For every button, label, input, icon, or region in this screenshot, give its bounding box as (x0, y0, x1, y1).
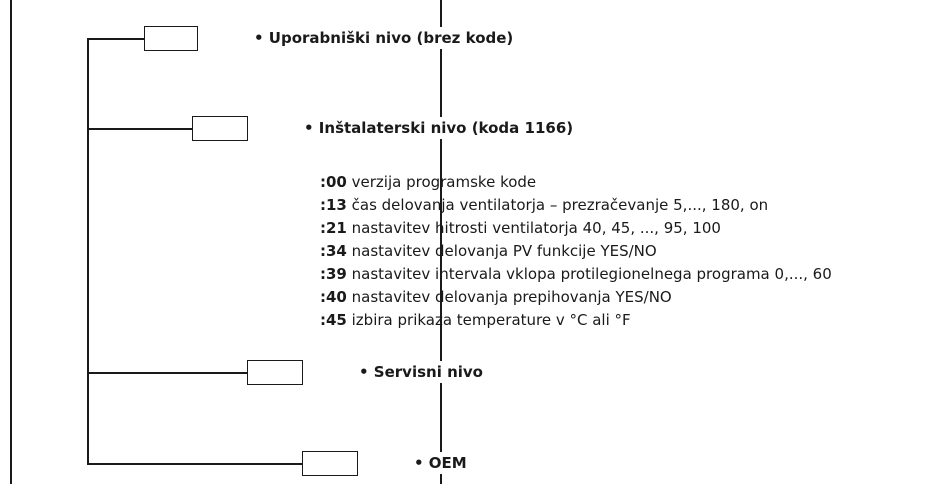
param-row (320, 218, 721, 238)
param-code: :40 (320, 288, 347, 306)
param-text: izbira prikaza temperature v °C ali °F (346, 311, 631, 329)
branch-line-2 (87, 128, 192, 130)
level-box-user (144, 26, 198, 51)
param-text: čas delovanja ventilatorja – prezračevanje 5,..., 180, on (346, 196, 769, 214)
param-text: nastavitev delovanja PV funkcije YES/NO (346, 242, 657, 260)
param-row (320, 241, 657, 261)
param-row (320, 264, 832, 284)
level-label-installer: • Inštalaterski nivo (koda 1166) (300, 117, 577, 139)
param-row (320, 172, 536, 192)
level-label-user: • Uporabniški nivo (brez kode) (250, 27, 517, 49)
param-text: verzija programske kode (346, 173, 537, 191)
param-code: :39 (320, 265, 347, 283)
tree-trunk (87, 38, 89, 464)
param-row (320, 310, 631, 330)
param-code: :00 (320, 173, 347, 191)
level-label-oem: • OEM (410, 452, 471, 474)
param-code: :34 (320, 242, 347, 260)
level-box-oem (302, 451, 358, 476)
level-label-service: • Servisni nivo (355, 361, 487, 383)
param-text: nastavitev hitrosti ventilatorja 40, 45, ..., 95, 100 (346, 219, 721, 237)
param-row (320, 195, 768, 215)
level-box-installer (192, 116, 248, 141)
param-text: nastavitev intervala vklopa protilegionelnega programa 0,..., 60 (346, 265, 832, 283)
param-row (320, 287, 672, 307)
branch-line-3 (87, 372, 247, 374)
param-code: :13 (320, 196, 347, 214)
branch-line-4 (87, 463, 302, 465)
param-code: :21 (320, 219, 347, 237)
level-box-service (247, 360, 303, 385)
param-text: nastavitev delovanja prepihovanja YES/NO (346, 288, 672, 306)
param-code: :45 (320, 311, 347, 329)
branch-line-1 (87, 38, 144, 40)
